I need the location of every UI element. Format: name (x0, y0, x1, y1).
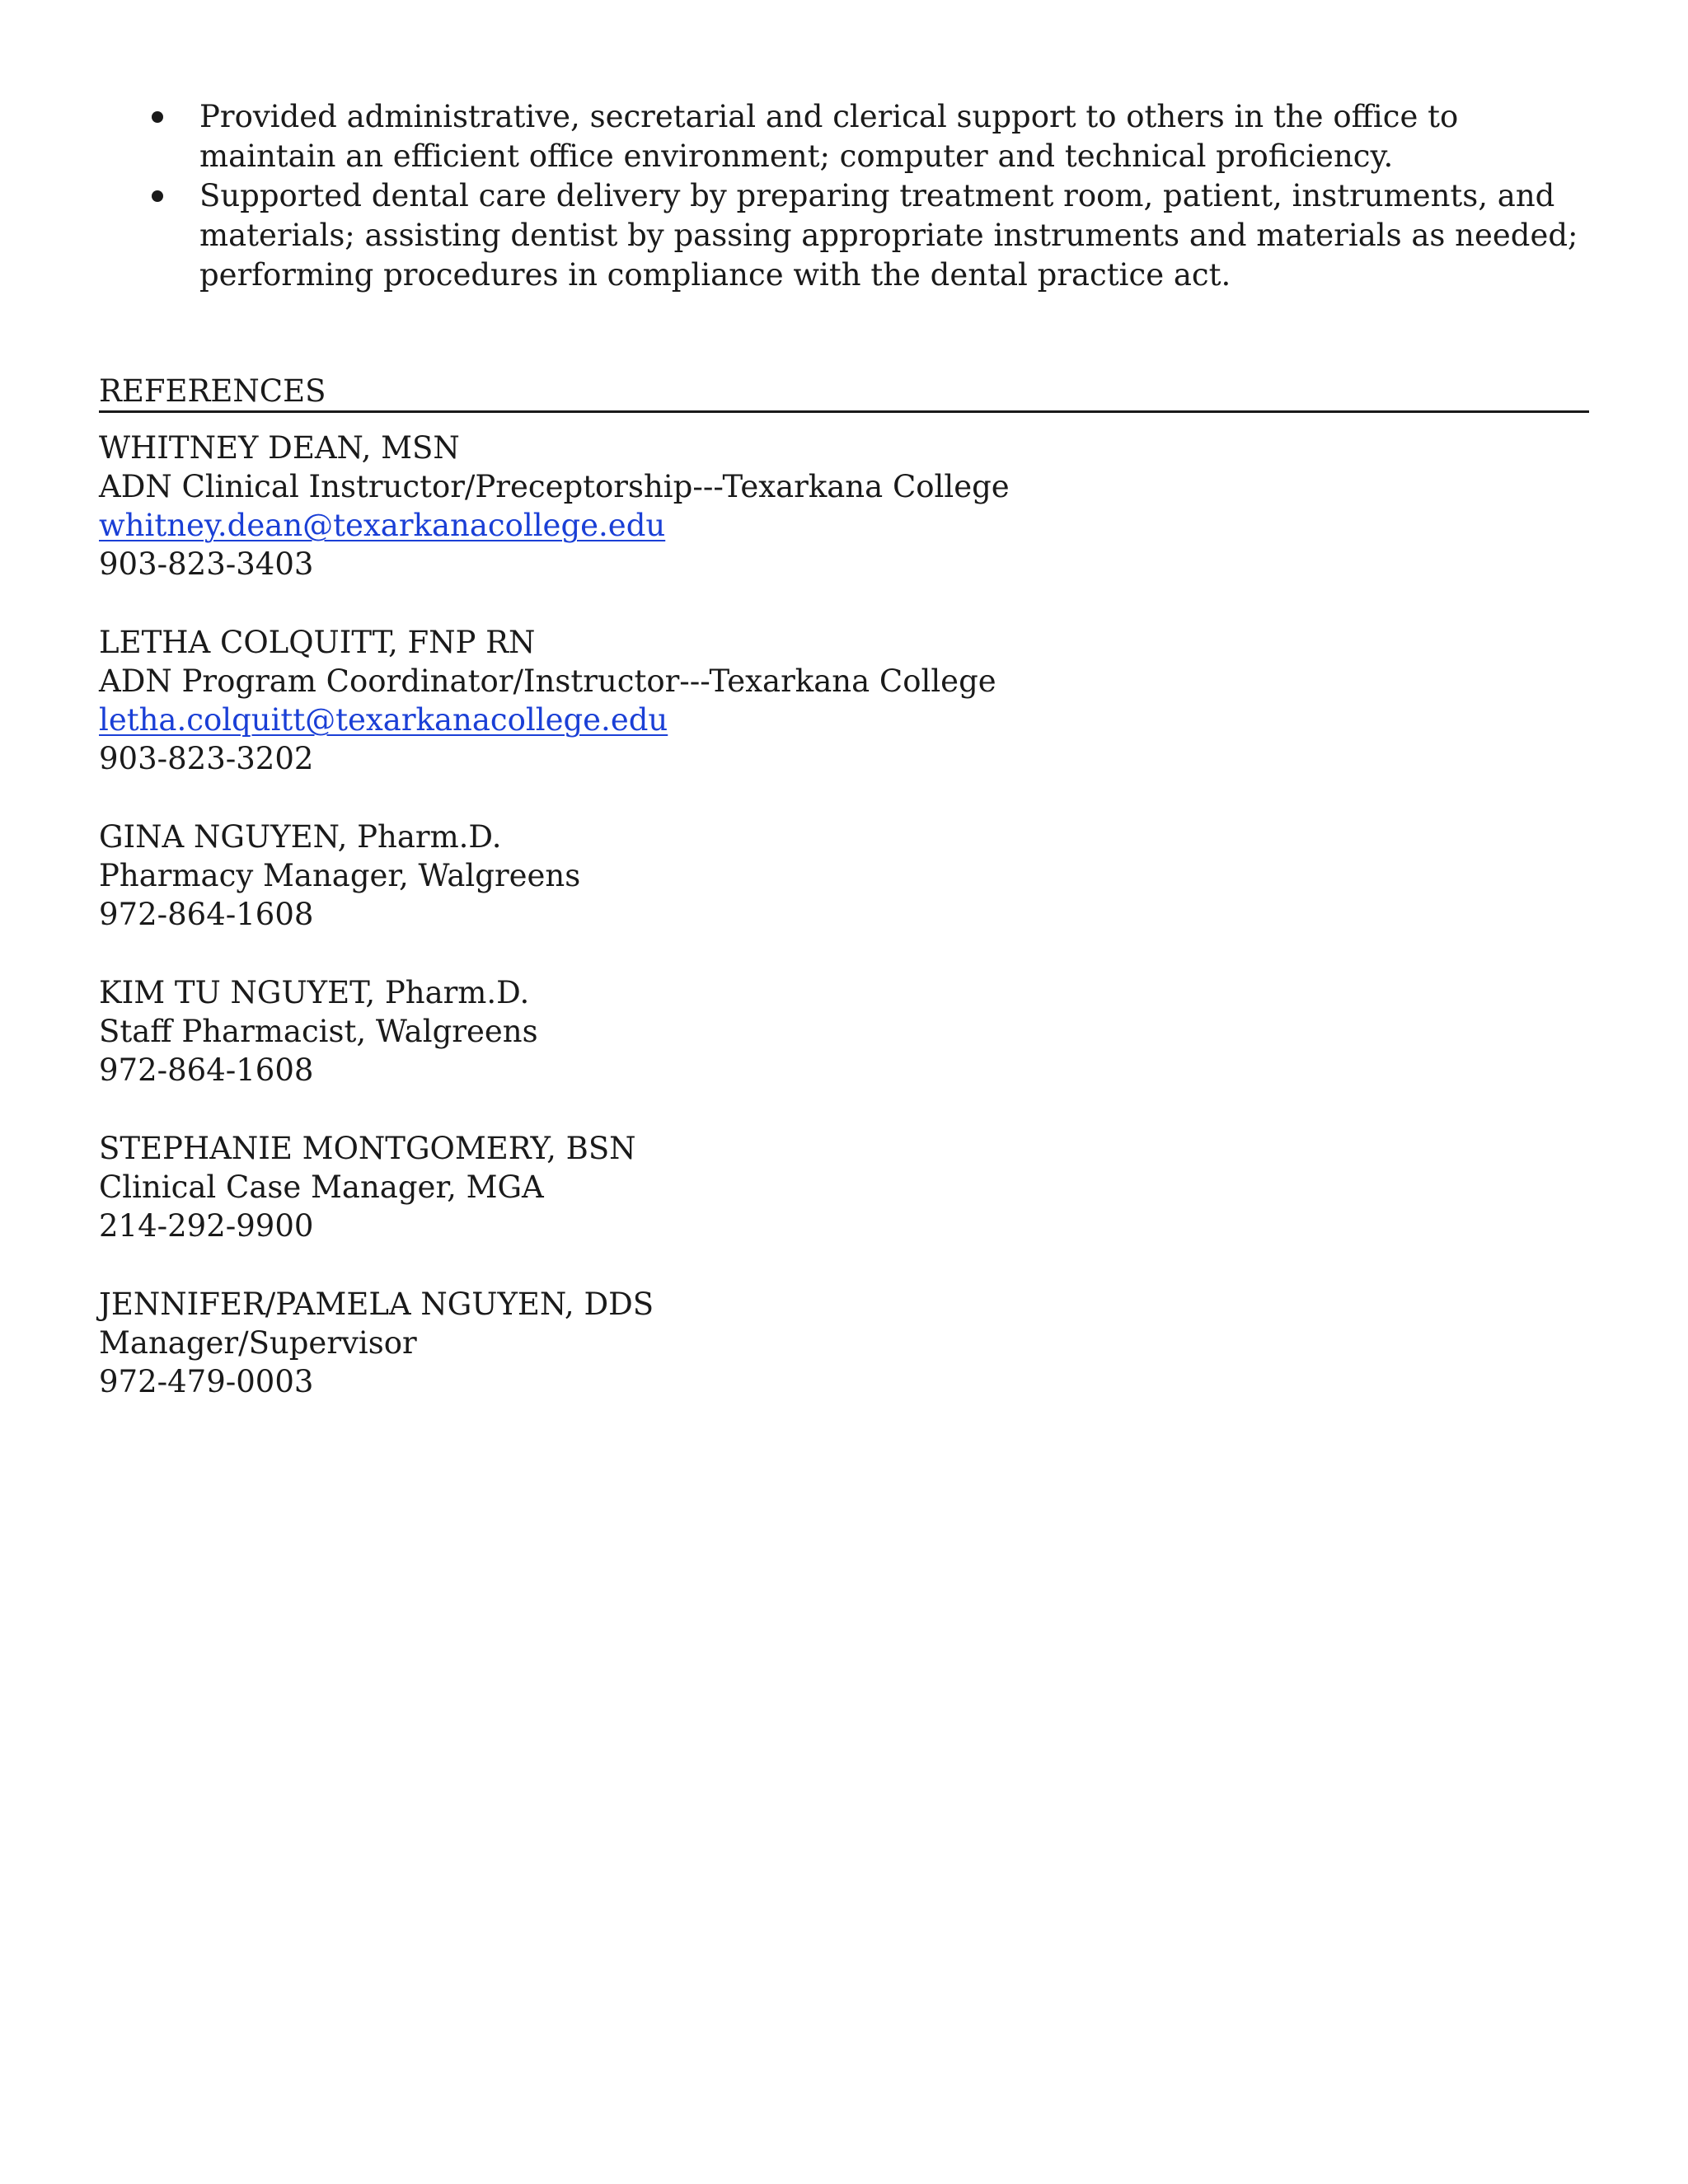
reference-phone: 972-864-1608 (99, 1052, 314, 1088)
reference-entry (99, 429, 1253, 583)
reference-title: Staff Pharmacist, Walgreens (99, 1014, 538, 1049)
reference-phone: 214-292-9900 (99, 1208, 314, 1244)
bullet-text: Provided administrative, secretarial and clerical support to others in the office to maintain an efficient office environment; computer and technical proficiency. (199, 99, 1459, 174)
references-heading: REFERENCES (99, 373, 1589, 413)
reference-phone: 903-823-3403 (99, 546, 314, 582)
reference-entry (99, 1129, 1253, 1245)
reference-name: KIM TU NGUYET, Pharm.D. (99, 975, 530, 1010)
reference-title: ADN Clinical Instructor/Preceptorship---Texarkana College (99, 469, 1010, 504)
reference-name: STEPHANIE MONTGOMERY, BSN (99, 1131, 636, 1166)
reference-entry (99, 1285, 1253, 1401)
reference-name: LETHA COLQUITT, FNP RN (99, 625, 536, 660)
reference-title: Pharmacy Manager, Walgreens (99, 858, 581, 893)
bullet-icon (152, 190, 163, 202)
reference-phone: 972-864-1608 (99, 897, 314, 932)
reference-email-link[interactable]: letha.colquitt@texarkanacollege.edu (99, 702, 668, 738)
reference-title: ADN Program Coordinator/Instructor---Texarkana College (99, 663, 996, 699)
reference-entry (99, 973, 1253, 1090)
bullet-item (99, 176, 1582, 295)
references-list (99, 429, 1253, 1441)
reference-title: Manager/Supervisor (99, 1325, 417, 1361)
experience-bullet-list (99, 97, 1582, 295)
reference-email-link[interactable]: whitney.dean@texarkanacollege.edu (99, 508, 666, 543)
reference-entry (99, 623, 1253, 778)
reference-name: JENNIFER/PAMELA NGUYEN, DDS (99, 1286, 654, 1322)
bullet-icon (152, 111, 163, 123)
reference-phone: 972-479-0003 (99, 1364, 314, 1399)
bullet-text: Supported dental care delivery by preparing treatment room, patient, instruments, and materials; assisting dentist by passing appropriate instruments and materials as needed; performing procedures in compliance with the dental practice act. (199, 178, 1578, 293)
reference-title: Clinical Case Manager, MGA (99, 1169, 544, 1205)
reference-entry (99, 818, 1253, 934)
reference-name: WHITNEY DEAN, MSN (99, 430, 460, 466)
reference-phone: 903-823-3202 (99, 741, 314, 776)
bullet-item (99, 97, 1582, 176)
reference-name: GINA NGUYEN, Pharm.D. (99, 819, 502, 855)
